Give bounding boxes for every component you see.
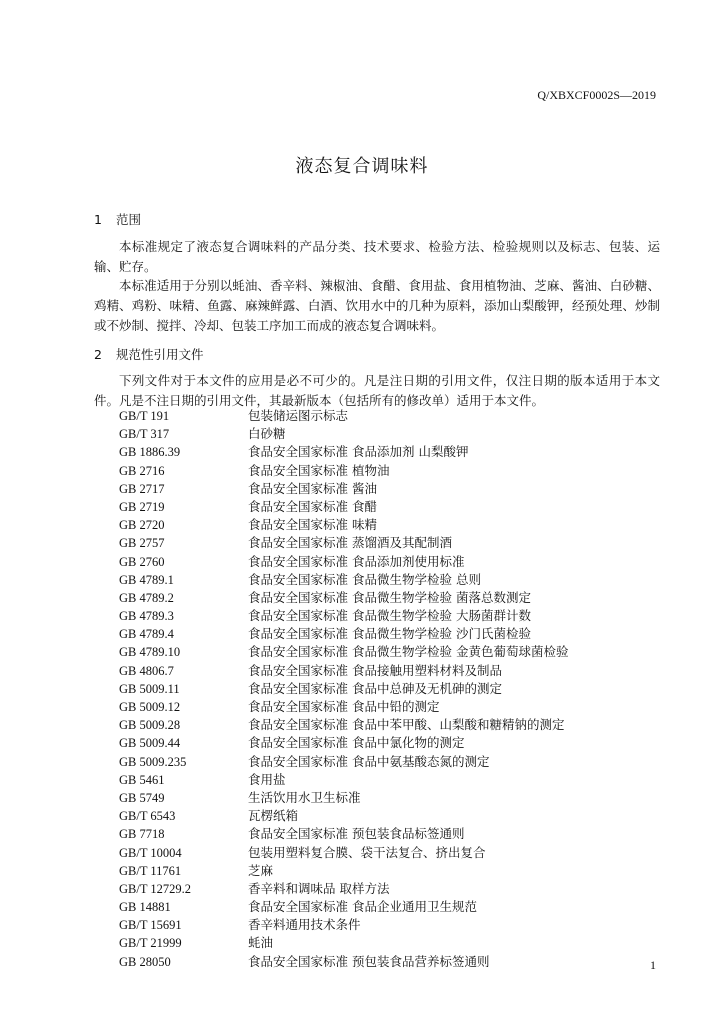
reference-title: 食品安全国家标准 蒸馏酒及其配制酒 xyxy=(248,535,452,551)
scope-paragraph-1: 本标准规定了液态复合调味料的产品分类、技术要求、检验方法、检验规则以及标志、包装、运输、贮存。 xyxy=(94,239,660,274)
section-heading-scope xyxy=(94,210,141,228)
document-title: 液态复合调味料 xyxy=(295,156,429,177)
reference-list xyxy=(119,407,679,971)
reference-code: GB 4806.7 xyxy=(119,663,174,678)
reference-code: GB/T 317 xyxy=(119,427,170,442)
reference-item xyxy=(119,643,679,661)
section-number: 2 xyxy=(94,347,102,362)
reference-item xyxy=(119,844,679,862)
reference-item xyxy=(119,862,679,880)
reference-title: 食用盐 xyxy=(248,771,286,787)
reference-title: 香辛料和调味品 取样方法 xyxy=(248,880,390,896)
reference-title: 芝麻 xyxy=(248,862,274,878)
reference-code: GB 1886.39 xyxy=(119,445,181,460)
reference-item xyxy=(119,789,679,807)
reference-item xyxy=(119,516,679,534)
reference-title: 食品安全国家标准 食品中苯甲酸、山梨酸和糖精钠的测定 xyxy=(248,717,565,733)
reference-title: 食品安全国家标准 酱油 xyxy=(248,480,377,496)
reference-code: GB 2716 xyxy=(119,463,165,478)
reference-item xyxy=(119,807,679,825)
reference-code: GB 5009.11 xyxy=(119,681,180,696)
reference-code: GB 4789.3 xyxy=(119,609,174,624)
reference-item xyxy=(119,553,679,571)
reference-item xyxy=(119,662,679,680)
reference-item xyxy=(119,571,679,589)
reference-title: 食品安全国家标准 预包装食品营养标签通则 xyxy=(248,953,490,969)
reference-item xyxy=(119,625,679,643)
reference-code: GB/T 21999 xyxy=(119,936,182,951)
reference-title: 食品安全国家标准 食品添加剂使用标准 xyxy=(248,553,465,569)
reference-code: GB/T 191 xyxy=(119,409,170,423)
reference-item xyxy=(119,753,679,771)
reference-item xyxy=(119,498,679,516)
reference-title: 食品安全国家标准 味精 xyxy=(248,517,377,533)
section-heading-normative-references xyxy=(94,345,204,363)
reference-code: GB 5009.12 xyxy=(119,700,181,714)
reference-item xyxy=(119,734,679,752)
reference-title: 食品安全国家标准 食品微生物学检验 总则 xyxy=(248,571,481,587)
reference-title: 瓦楞纸箱 xyxy=(248,808,299,824)
reference-title: 食品安全国家标准 食品中铅的测定 xyxy=(248,699,440,714)
reference-code: GB 5461 xyxy=(119,772,165,787)
reference-code: GB/T 6543 xyxy=(119,809,176,824)
reference-item xyxy=(119,953,679,971)
reference-code: GB 2717 xyxy=(119,481,165,496)
reference-item xyxy=(119,480,679,498)
reference-code: GB 2720 xyxy=(119,518,165,533)
reference-item xyxy=(119,607,679,625)
reference-title: 食品安全国家标准 食品微生物学检验 菌落总数测定 xyxy=(248,589,531,605)
reference-code: GB 4789.10 xyxy=(119,645,181,660)
reference-code: GB 14881 xyxy=(119,900,171,915)
reference-item xyxy=(119,934,679,952)
reference-code: GB/T 15691 xyxy=(119,918,182,933)
reference-title: 蚝油 xyxy=(248,935,274,951)
reference-title: 食品安全国家标准 食品企业通用卫生规范 xyxy=(248,899,477,915)
section-title: 规范性引用文件 xyxy=(116,347,204,362)
reference-title: 食品安全国家标准 食品微生物学检验 沙门氏菌检验 xyxy=(248,626,531,642)
reference-code: GB 5009.235 xyxy=(119,754,187,769)
reference-item xyxy=(119,589,679,607)
reference-title: 食品安全国家标准 食品中氨基酸态氮的测定 xyxy=(248,753,490,769)
reference-code: GB/T 11761 xyxy=(119,863,182,878)
reference-code: GB/T 10004 xyxy=(119,845,182,860)
reference-title: 包装用塑料复合膜、袋干法复合、挤出复合 xyxy=(248,844,486,860)
reference-code: GB 4789.4 xyxy=(119,627,174,642)
reference-code: GB 2719 xyxy=(119,499,165,514)
reference-item xyxy=(119,680,679,698)
reference-item xyxy=(119,716,679,734)
reference-title: 食品安全国家标准 食醋 xyxy=(248,498,377,514)
reference-code: GB 7718 xyxy=(119,827,165,842)
reference-code: GB 5009.44 xyxy=(119,736,181,751)
references-intro-paragraph: 下列文件对于本文件的应用是必不可少的。凡是注日期的引用文件，仅注日期的版本适用于本文件。凡是不注日期的引用文件，其最新版本（包括所有的修改单）适用于本文件。 xyxy=(94,373,660,408)
reference-code: GB 2760 xyxy=(119,554,165,569)
reference-title: 香辛料通用技术条件 xyxy=(248,917,361,933)
reference-item xyxy=(119,771,679,789)
reference-code: GB 5749 xyxy=(119,790,165,805)
reference-title: 食品安全国家标准 预包装食品标签通则 xyxy=(248,826,465,842)
page-number: 1 xyxy=(650,958,656,972)
reference-item xyxy=(119,898,679,916)
reference-item xyxy=(119,462,679,480)
reference-code: GB 5009.28 xyxy=(119,718,181,733)
reference-item xyxy=(119,825,679,843)
reference-title: 食品安全国家标准 食品微生物学检验 大肠菌群计数 xyxy=(248,608,531,624)
reference-code: GB 4789.1 xyxy=(119,572,174,587)
reference-title: 食品安全国家标准 食品中总砷及无机砷的测定 xyxy=(248,680,502,696)
reference-title: 食品安全国家标准 食品微生物学检验 金黄色葡萄球菌检验 xyxy=(248,644,569,660)
standard-code: Q/XBXCF0002S—2019 xyxy=(537,88,656,102)
reference-item xyxy=(119,443,679,461)
reference-item xyxy=(119,916,679,934)
reference-title: 包装储运图示标志 xyxy=(248,408,349,423)
section-number: 1 xyxy=(94,212,102,227)
reference-title: 白砂糖 xyxy=(248,426,286,442)
reference-code: GB 28050 xyxy=(119,954,171,969)
scope-paragraph-2: 本标准适用于分别以蚝油、香辛料、辣椒油、食醋、食用盐、食用植物油、芝麻、酱油、白砂糖、鸡精、鸡粉、味精、鱼露、麻辣鲜露、白酒、饮用水中的几种为原料，添加山梨酸钾，经预处理、炒制或不炒制、搅拌、冷却、包装工序加工而成的液态复合调味料。 xyxy=(94,278,660,333)
reference-title: 食品安全国家标准 食品接触用塑料材料及制品 xyxy=(248,662,502,678)
reference-item xyxy=(119,880,679,898)
reference-item xyxy=(119,534,679,552)
reference-title: 生活饮用水卫生标准 xyxy=(248,789,361,805)
reference-code: GB 4789.2 xyxy=(119,590,174,605)
reference-item xyxy=(119,407,679,425)
reference-code: GB 2757 xyxy=(119,536,165,551)
section-title: 范围 xyxy=(116,212,142,227)
reference-title: 食品安全国家标准 食品中氯化物的测定 xyxy=(248,735,465,751)
reference-title: 食品安全国家标准 植物油 xyxy=(248,462,390,478)
reference-item xyxy=(119,698,679,716)
reference-item xyxy=(119,425,679,443)
reference-code: GB/T 12729.2 xyxy=(119,881,191,896)
reference-title: 食品安全国家标准 食品添加剂 山梨酸钾 xyxy=(248,444,469,460)
